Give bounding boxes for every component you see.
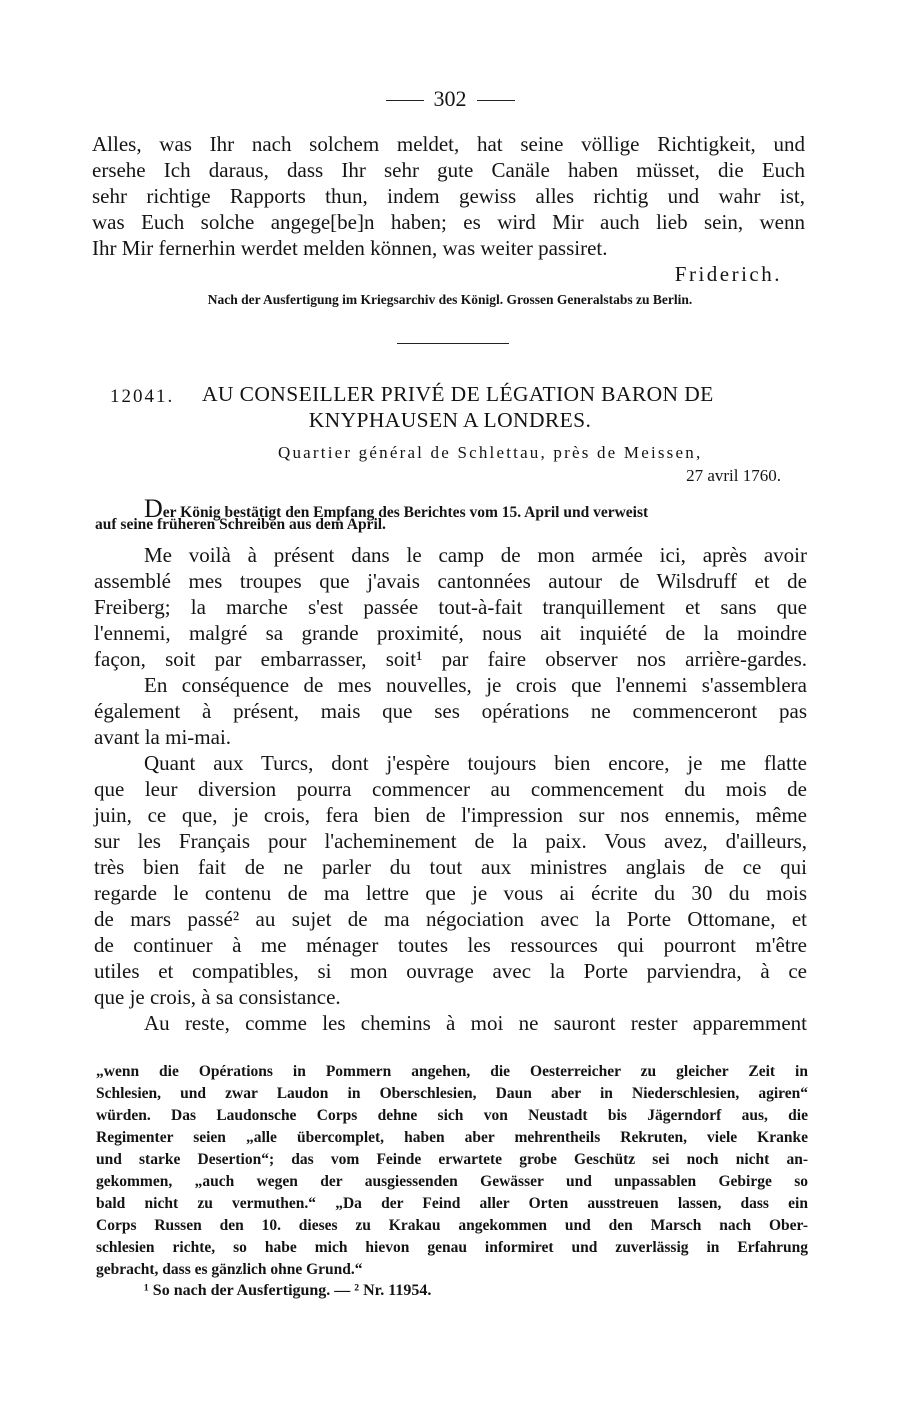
page-number-dash-right — [477, 100, 515, 101]
footnote-line: Corps Russen den 10. dieses zu Krakau angekommen und den Marsch nach Ober- — [96, 1217, 808, 1234]
footnote-line: Schlesien, und zwar Laudon in Oberschlesien, Daun aber in Niederschlesien, agiren“ — [96, 1085, 808, 1102]
body-line: de continuer à me ménager toutes les ressources qui pourront m'être — [94, 933, 807, 957]
body-line: Au reste, comme les chemins à moi ne sauront rester apparemment — [144, 1011, 807, 1035]
body-line: également à présent, mais que ses opérations ne commenceront pas — [94, 699, 807, 723]
body-line: l'ennemi, malgré sa grande proximité, nous ait inquiété de la moindre — [94, 621, 807, 645]
body-line: regarde le contenu de ma lettre que je vous ai écrite du 30 du mois — [94, 881, 807, 905]
preceding-letter-line: sehr richtige Rapports thun, indem gewiss alles richtig und wahr ist, — [92, 184, 805, 208]
preceding-letter-line: was Euch solche angege[be]n haben; es wird Mir auch lieb sein, wenn — [92, 210, 805, 234]
body-line: que leur diversion pourra commencer au commencement du mois de — [94, 777, 807, 801]
body-line: utiles et compatibles, si mon ouvrage avec la Porte parviendra, à ce — [94, 959, 807, 983]
source-note: Nach der Ausfertigung im Kriegsarchiv des Königl. Grossen Generalstabs zu Berlin. — [207, 292, 693, 307]
footnotes: ¹ So nach der Ausfertigung. — ² Nr. 11954. — [144, 1282, 432, 1299]
summary-line: auf seine früheren Schreiben aus dem April. — [95, 516, 386, 533]
footnote-line: schlesien richte, so habe mich hievon genau informiret und zuverlässig in Erfahrung — [96, 1239, 808, 1256]
body-line: sur les Français pour l'acheminement de la paix. Vous avez, d'ailleurs, — [94, 829, 807, 853]
body-line: façon, soit par embarrasser, soit¹ par faire observer nos arrière-gardes. — [94, 647, 807, 671]
body-line: Me voilà à présent dans le camp de mon armée ici, après avoir — [144, 543, 807, 567]
preceding-letter-line: ersehe Ich daraus, dass Ihr sehr gute Canäle haben müsset, die Euch — [92, 158, 805, 182]
footnote-line: gekommen, „auch wegen der ausgiessenden Gewässer und unpassablen Gebirge so — [96, 1173, 808, 1190]
footnote-line: und starke Desertion“; das vom Feinde erwartete grobe Geschütz sei noch nicht an- — [96, 1151, 808, 1168]
letter-place: Quartier général de Schlettau, près de Meissen, — [278, 443, 703, 462]
section-divider — [397, 343, 509, 344]
footnote-line: gebracht, dass es gänzlich ohne Grund.“ — [96, 1261, 363, 1278]
letter-heading-line2: KNYPHAUSEN A LONDRES. — [308, 408, 592, 432]
page-number-dash-left — [386, 100, 424, 101]
footnote-line: „wenn die Opérations in Pommern angehen, die Oesterreicher zu gleicher Zeit in — [96, 1063, 808, 1080]
letter-number: 12041. — [110, 386, 175, 407]
footnote-line: würden. Das Laudonsche Corps dehne sich von Neustadt bis Jägerndorf aus, die — [96, 1107, 808, 1124]
body-line: assemblé mes troupes que j'avais cantonnées autour de Wilsdruff et de — [94, 569, 807, 593]
body-line: juin, ce que, je crois, fera bien de l'impression sur nos ennemis, même — [94, 803, 807, 827]
page-number: 302 — [433, 86, 467, 111]
letter-date: 27 avril 1760. — [686, 466, 781, 485]
body-line: En conséquence de mes nouvelles, je crois que l'ennemi s'assemblera — [144, 673, 807, 697]
letter-heading-line1: AU CONSEILLER PRIVÉ DE LÉGATION BARON DE — [202, 382, 714, 406]
body-line: avant la mi-mai. — [94, 725, 232, 749]
preceding-letter-line: Ihr Mir fernerhin werdet melden können, was weiter passiret. — [92, 236, 608, 260]
page-number-line — [0, 86, 900, 112]
body-line: de mars passé² au sujet de ma négociation avec la Porte Ottomane, et — [94, 907, 807, 931]
signature: Friderich. — [674, 262, 782, 286]
body-line: que je crois, à sa consistance. — [94, 985, 341, 1009]
footnote-line: Regimenter seien „alle übercomplet, haben aber mehrentheils Rekruten, viele Kranke — [96, 1129, 808, 1146]
preceding-letter-line: Alles, was Ihr nach solchem meldet, hat seine völlige Richtigkeit, und — [92, 132, 805, 156]
body-line: Freiberg; la marche s'est passée tout-à-fait tranquillement et sans que — [94, 595, 807, 619]
footnote-line: bald nicht zu vermuthen.“ „Da der Feind aller Orten ausstreuen lassen, dass ein — [96, 1195, 808, 1212]
body-line: très bien fait de ne parler du tout aux ministres anglais de ce qui — [94, 855, 807, 879]
body-line: Quant aux Turcs, dont j'espère toujours bien encore, je me flatte — [144, 751, 807, 775]
summary-dropcap: D — [144, 494, 163, 523]
summary-text: er König bestätigt den Empfang des Berichtes vom 15. April und verweist — [162, 504, 649, 521]
